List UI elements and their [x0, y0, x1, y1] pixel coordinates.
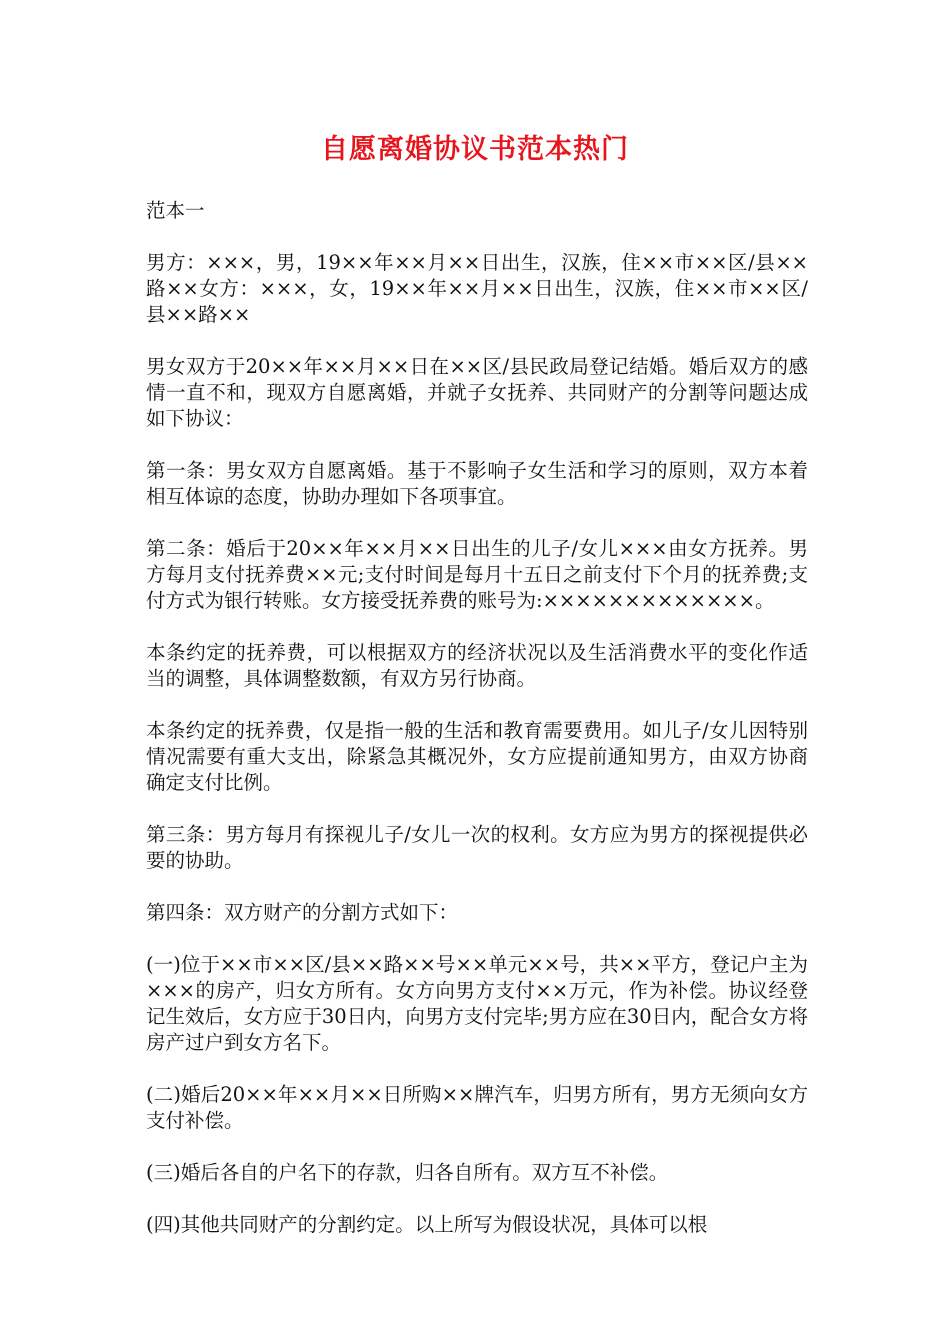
- document-title: 自愿离婚协议书范本热门: [321, 134, 629, 165]
- paragraph-support-scope: 本条约定的抚养费，仅是指一般的生活和教育需要费用。如儿子/女儿因特别情况需要有重大支出，除紧急其概况外，女方应提前通知男方，由双方协商确定支付比例。: [146, 719, 808, 794]
- paragraph-marriage-registration: 男女双方于20××年××月××日在××区/县民政局登记结婚。婚后双方的感情一直不和，现双方自愿离婚，并就子女抚养、共同财产的分割等问题达成如下协议：: [146, 355, 808, 430]
- paragraph-article-3: 第三条：男方每月有探视儿子/女儿一次的权利。女方应为男方的探视提供必要的协助。: [146, 823, 808, 872]
- paragraph-article-1: 第一条：男女双方自愿离婚。基于不影响子女生活和学习的原则，双方本着相互体谅的态度，协助办理如下各项事宜。: [146, 459, 808, 508]
- paragraph-property-deposits: (三)婚后各自的户名下的存款，归各自所有。双方互不补偿。: [146, 1161, 669, 1184]
- paragraph-parties: 男方：×××，男，19××年××月××日出生，汉族，住××市××区/县××路××女方：×××，女，19××年××月××日出生，汉族，住××市××区/县××路××: [146, 251, 808, 326]
- paragraph-property-house: (一)位于××市××区/县××路××号××单元××号，共××平方，登记户主为×××的房产，归女方所有。女方向男方支付××万元，作为补偿。协议经登记生效后，女方应于30日内，向男方支付完毕;男方应在30日内，配合女方将房产过户到女方名下。: [146, 953, 808, 1054]
- paragraph-template-label: 范本一: [146, 199, 205, 222]
- paragraph-support-adjustment: 本条约定的抚养费，可以根据双方的经济状况以及生活消费水平的变化作适当的调整，具体调整数额，有双方另行协商。: [146, 641, 808, 690]
- paragraph-article-2: 第二条：婚后于20××年××月××日出生的儿子/女儿×××由女方抚养。男方每月支付抚养费××元;支付时间是每月十五日之前支付下个月的抚养费;支付方式为银行转账。女方接受抚养费的账号为:×××××××××××××。: [146, 537, 808, 612]
- document-body: [146, 198, 808, 1264]
- paragraph-property-car: (二)婚后20××年××月××日所购××牌汽车，归男方所有，男方无须向女方支付补偿。: [146, 1083, 808, 1132]
- paragraph-property-other: (四)其他共同财产的分割约定。以上所写为假设状况，具体可以根: [146, 1213, 708, 1236]
- paragraph-article-4: 第四条：双方财产的分割方式如下：: [146, 901, 459, 924]
